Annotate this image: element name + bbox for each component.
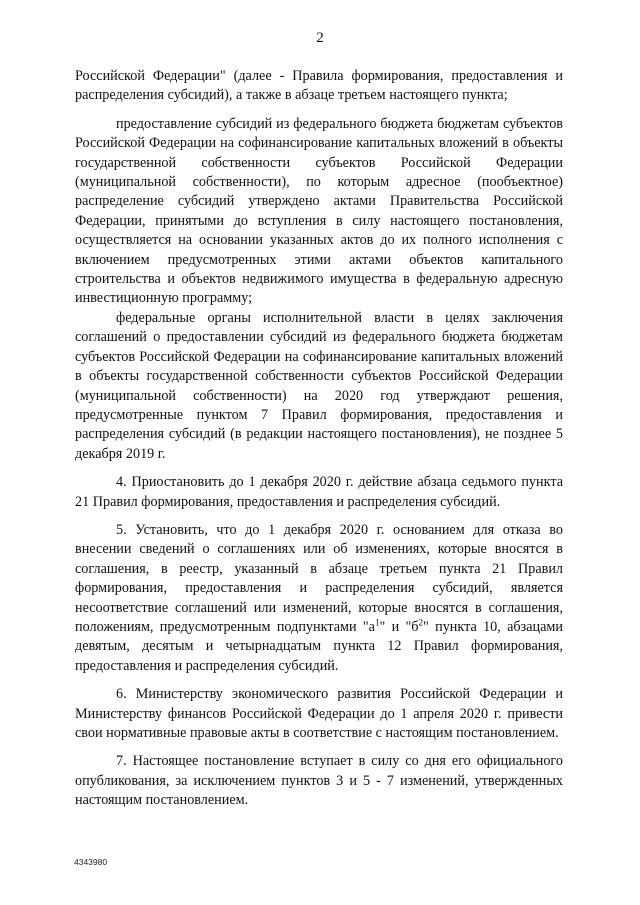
paragraph-item-7: 7. Настоящее постановление вступает в силу со дня его официального опубликования, за исключением пунктов 3 и 5 - 7 изменений, утвержденных настоящим постановлением. — [75, 753, 563, 809]
item-5-text-part3: " пункта 10, абзацами девятым, десятым и четырнадцатым пункта 12 Правил формирования, предоставления и распределения субсидий. — [75, 618, 563, 674]
item-5-text-part1: 5. Установить, что до 1 декабря 2020 г. основанием для отказа во внесении сведений о соглашениях или об изменениях, которые вносятся в соглашения, в реестр, указанный в абзаце третьем пункта 21 Правил формирования, предоставления и распределения субсидий, является несоответствие соглашений или изменений, которые вносятся в соглашения, положениям, предусмотренным подпунктами "а — [75, 521, 563, 635]
paragraph-item-5 — [75, 521, 563, 676]
paragraph-item-4: 4. Приостановить до 1 декабря 2020 г. действие абзаца седьмого пункта 21 Правил формирования, предоставления и распределения субсидий. — [75, 474, 563, 510]
paragraph-rules-definition: Российской Федерации" (далее - Правила формирования, предоставления и распределения субсидий), а также в абзаце третьем настоящего пункта; — [75, 68, 563, 104]
paragraph-federal-bodies: федеральные органы исполнительной власти в целях заключения соглашений о предоставлении субсидий из федерального бюджета бюджетам субъектов Российской Федерации на софинансирование капитальных вложений в объекты государственной собственности субъектов Российской Федерации (муниципальной собственности) на 2020 год утверждают решения, предусмотренные пунктом 7 Правил формирования, предоставления и распределения субсидий (в редакции настоящего постановления), не позднее 5 декабря 2019 г. — [75, 309, 563, 462]
item-5-text-part2: " и "б — [379, 618, 419, 635]
page-number: 2 — [316, 30, 324, 46]
document-code: 4343980 — [74, 857, 108, 867]
paragraph-item-6: 6. Министерству экономического развития Российской Федерации и Министерству финансов Российской Федерации до 1 апреля 2020 г. привести свои нормативные правовые акты в соответствие с настоящим постановлением. — [75, 686, 563, 741]
item-5-superscript-2: 2 — [418, 617, 423, 628]
item-5-superscript-1: 1 — [374, 617, 380, 628]
paragraph-subsidy-provision: предоставление субсидий из федерального бюджета бюджетам субъектов Российской Федерации на софинансирование капитальных вложений в объекты государственной собственности субъектов Российской Федерации (муниципальной собственности), по которым адресное (пообъектное) распределение субсидий утверждено актами Правительства Российской Федерации, принятыми до вступления в силу настоящего постановления, осуществляется на основании указанных актов до их полного исполнения с включением предусмотренных этими актами объектов капитального строительства и объектов недвижимого имущества в федеральную адресную инвестиционную программу; — [75, 115, 563, 307]
document-body — [75, 67, 563, 820]
